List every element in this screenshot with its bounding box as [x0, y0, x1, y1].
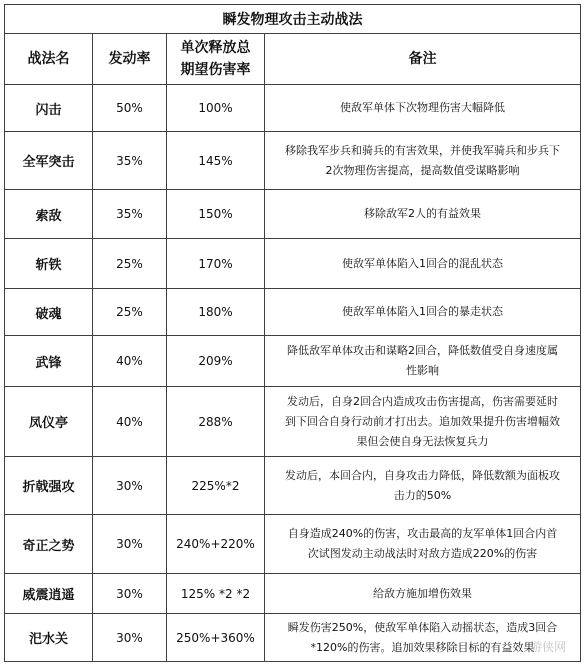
header-damage-line2: 期望伤害率	[180, 62, 251, 78]
table-title: 瞬发物理攻击主动战法	[5, 5, 581, 34]
note-line: 瞬发伤害250%，使敌军单体陷入动摇状态，造成3回合	[287, 620, 558, 634]
trigger-rate: 30%	[93, 515, 167, 574]
table-row	[5, 132, 581, 190]
header-damage	[167, 34, 265, 85]
note-line: *120%的伤害。追加效果移除目标的有益效果	[310, 640, 535, 654]
trigger-rate: 40%	[93, 387, 167, 457]
note-line: 到下回合自身行动前才打出去。追加效果提升伤害增幅效	[285, 414, 560, 428]
watermark-text: 游侠网	[529, 640, 566, 654]
note-line: 果但会使自身无法恢复兵力	[356, 434, 489, 448]
damage-rate: 125% *2 *2	[167, 574, 265, 614]
damage-rate: 240%+220%	[167, 515, 265, 574]
note-line: 自身造成240%的伤害，攻击最高的友军单体1回合内首	[287, 527, 558, 540]
tactic-note	[265, 515, 581, 574]
table-row	[5, 336, 581, 387]
trigger-rate: 25%	[93, 289, 167, 336]
tactic-name: 斩铁	[5, 239, 93, 289]
tactic-name: 破魂	[5, 289, 93, 336]
trigger-rate: 30%	[93, 614, 167, 662]
damage-rate: 170%	[167, 239, 265, 289]
tactics-table	[4, 4, 581, 662]
header-row	[5, 34, 581, 85]
table-row	[5, 574, 581, 614]
header-damage-line1: 单次释放总	[180, 40, 251, 56]
table-row	[5, 85, 581, 132]
note-line: 移除敌军2人的有益效果	[364, 207, 481, 220]
trigger-rate: 40%	[93, 336, 167, 387]
table-row	[5, 614, 581, 662]
damage-rate: 288%	[167, 387, 265, 457]
table-row	[5, 387, 581, 457]
trigger-rate: 30%	[93, 574, 167, 614]
tactic-note	[265, 574, 581, 614]
title-row	[5, 5, 581, 34]
header-note: 备注	[265, 34, 581, 85]
header-rate: 发动率	[93, 34, 167, 85]
trigger-rate: 35%	[93, 132, 167, 190]
damage-rate: 150%	[167, 190, 265, 239]
trigger-rate: 50%	[93, 85, 167, 132]
tactic-name: 闪击	[5, 85, 93, 132]
tactic-name: 汜水关	[5, 614, 93, 662]
trigger-rate: 35%	[93, 190, 167, 239]
tactic-name: 全军突击	[5, 132, 93, 190]
tactic-note	[265, 190, 581, 239]
tactic-note	[265, 289, 581, 336]
note-line: 发动后，本回合内，自身攻击力降低，降低数额为面板攻	[285, 468, 560, 482]
damage-rate: 100%	[167, 85, 265, 132]
table-row	[5, 457, 581, 515]
header-name: 战法名	[5, 34, 93, 85]
note-line: 使敌军单体陷入1回合的混乱状态	[342, 256, 503, 270]
tactic-name: 武锋	[5, 336, 93, 387]
note-line: 给敌方施加增伤效果	[373, 586, 472, 600]
tactic-name: 威震逍遥	[5, 574, 93, 614]
tactic-note	[265, 85, 581, 132]
tactic-name: 奇正之势	[5, 515, 93, 574]
tactic-name: 索敌	[5, 190, 93, 239]
tactic-note	[265, 387, 581, 457]
table-body	[5, 85, 581, 662]
damage-rate: 145%	[167, 132, 265, 190]
trigger-rate: 30%	[93, 457, 167, 515]
note-line: 使敌军单体下次物理伤害大幅降低	[340, 101, 505, 114]
damage-rate: 250%+360%	[167, 614, 265, 662]
trigger-rate: 25%	[93, 239, 167, 289]
note-line: 使敌军单体陷入1回合的暴走状态	[342, 305, 503, 318]
tactic-name: 凤仪亭	[5, 387, 93, 457]
tactic-note	[265, 614, 581, 662]
note-line: 次试图发动主动战法时对敌方造成220%的伤害	[307, 547, 538, 560]
note-line: 降低敌军单体攻击和谋略2回合，降低数值受自身速度属	[287, 344, 558, 357]
tactic-note	[265, 457, 581, 515]
tactic-name: 折戟强攻	[5, 457, 93, 515]
note-line: 移除我军步兵和骑兵的有害效果，并使我军骑兵和步兵下	[285, 143, 560, 157]
note-line: 性影响	[406, 364, 439, 377]
tactic-note	[265, 336, 581, 387]
note-line: 发动后，自身2回合内造成攻击伤害提高，伤害需要延时	[287, 394, 558, 408]
damage-rate: 180%	[167, 289, 265, 336]
table-row	[5, 239, 581, 289]
tactic-note	[265, 132, 581, 190]
damage-rate: 225%*2	[167, 457, 265, 515]
note-line: 2次物理伤害提高，提高数值受谋略影响	[325, 163, 520, 177]
table-row	[5, 289, 581, 336]
table-row	[5, 190, 581, 239]
tactic-note	[265, 239, 581, 289]
note-line: 击力的50%	[393, 488, 452, 502]
table-row	[5, 515, 581, 574]
damage-rate: 209%	[167, 336, 265, 387]
